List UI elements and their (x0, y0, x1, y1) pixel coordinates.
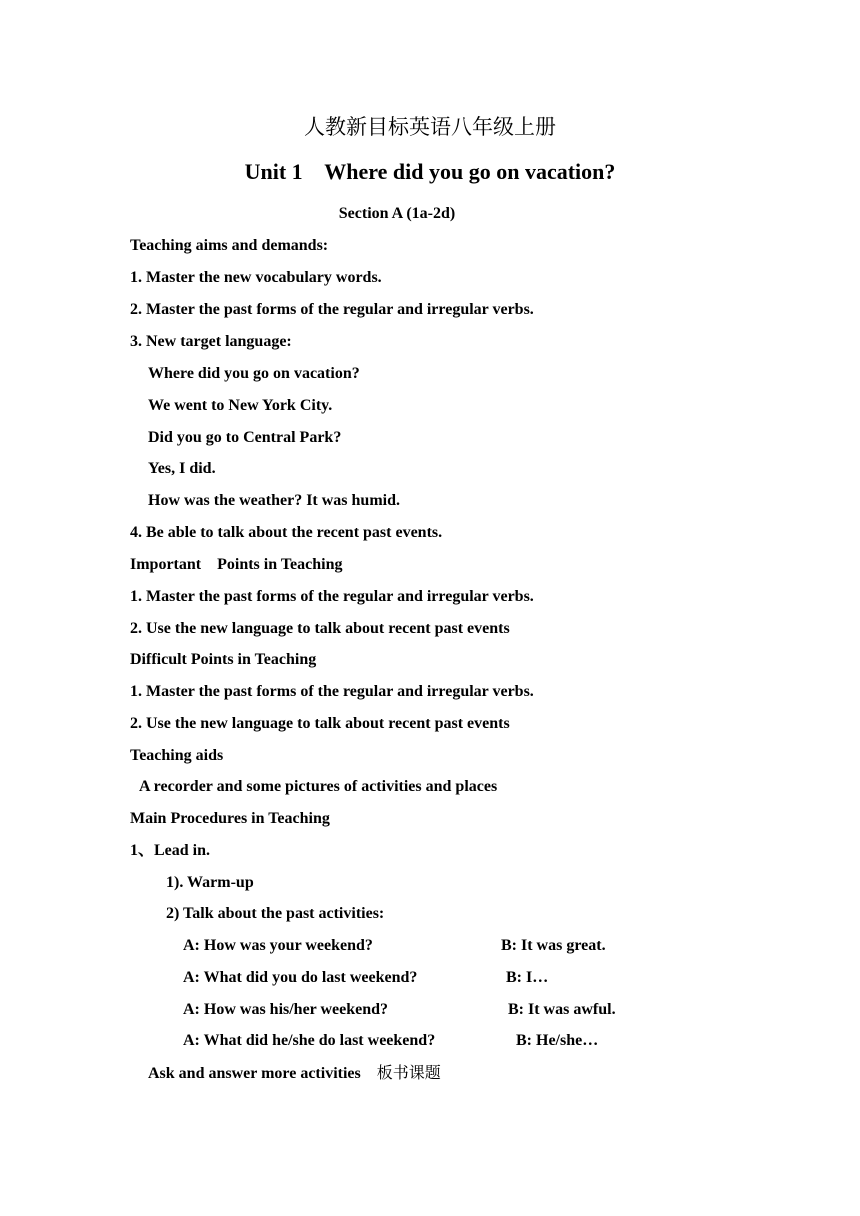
important-point-item: 1. Master the past forms of the regular and irregular verbs. (130, 588, 534, 605)
difficult-points-heading: Difficult Points in Teaching (130, 651, 317, 668)
dialog-answer: B: It was awful. (508, 1001, 616, 1018)
important-points-heading: Important Points in Teaching (130, 556, 343, 573)
aim-item-1: 1. Master the new vocabulary words. (130, 269, 382, 286)
dialog-answer: B: It was great. (501, 937, 606, 954)
target-language-line: We went to New York City. (148, 397, 333, 414)
procedures-heading: Main Procedures in Teaching (130, 810, 330, 827)
closing-text: Ask and answer more activities (148, 1065, 361, 1082)
dialog-question: A: What did he/she do last weekend? (183, 1032, 436, 1049)
aims-heading: Teaching aims and demands: (130, 237, 329, 254)
difficult-point-item: 2. Use the new language to talk about recent past events (130, 715, 510, 732)
closing-note-cn: 板书课题 (376, 1063, 441, 1082)
procedure-step-1: 1、Lead in. (130, 842, 211, 859)
teaching-aids-heading: Teaching aids (130, 747, 224, 764)
unit-title: Unit 1 Where did you go on vacation? (244, 159, 616, 184)
difficult-point-item: 1. Master the past forms of the regular and irregular verbs. (130, 683, 534, 700)
target-language-line: How was the weather? It was humid. (148, 492, 400, 509)
procedure-substep-warmup: 1). Warm-up (166, 874, 254, 891)
target-language-line: Did you go to Central Park? (148, 429, 342, 446)
aim-item-4: 4. Be able to talk about the recent past events. (130, 524, 443, 541)
dialog-answer: B: He/she… (516, 1032, 599, 1049)
document-title: 人教新目标英语八年级上册 (304, 115, 556, 139)
dialog-question: A: How was his/her weekend? (183, 1001, 389, 1018)
procedure-substep-talk: 2) Talk about the past activities: (166, 905, 385, 922)
aim-item-3: 3. New target language: (130, 333, 292, 350)
teaching-aids-text: A recorder and some pictures of activities and places (139, 778, 498, 795)
target-language-line: Where did you go on vacation? (148, 365, 360, 382)
dialog-answer: B: I… (506, 969, 549, 986)
dialog-question: A: How was your weekend? (183, 937, 373, 954)
target-language-line: Yes, I did. (148, 460, 216, 477)
important-point-item: 2. Use the new language to talk about recent past events (130, 620, 510, 637)
aim-item-2: 2. Master the past forms of the regular and irregular verbs. (130, 301, 534, 318)
closing-line (148, 1062, 441, 1085)
dialog-question: A: What did you do last weekend? (183, 969, 418, 986)
section-label: Section A (1a-2d) (338, 205, 456, 222)
